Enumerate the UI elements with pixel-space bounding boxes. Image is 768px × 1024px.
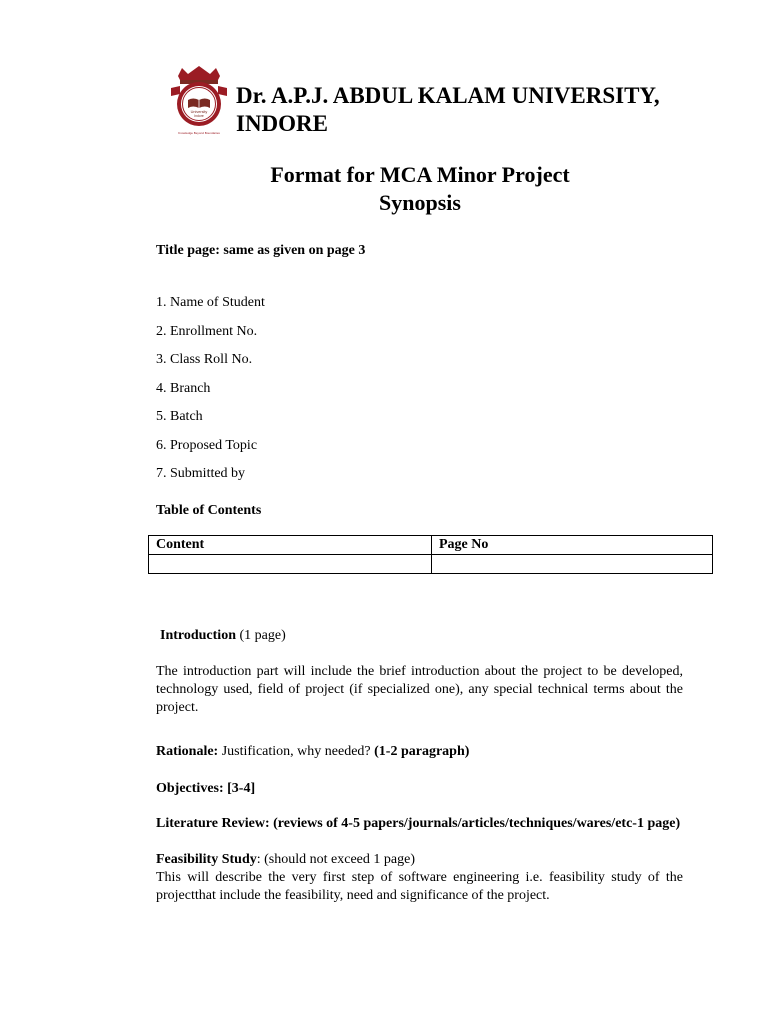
field-submitted-by: 7. Submitted by xyxy=(156,466,246,481)
document-title-line2: Synopsis xyxy=(379,190,461,215)
introduction-body: The introduction part will include the brief introduction about the project to be developed, technology used, field of project (if specialized one), any special technical terms about the project. xyxy=(156,664,683,715)
field-batch: 5. Batch xyxy=(156,409,203,424)
rationale-label: Rationale: xyxy=(156,744,219,759)
svg-text:Knowledge Beyond Boundaries: Knowledge Beyond Boundaries xyxy=(178,131,220,135)
toc-col-content: Content xyxy=(149,536,432,555)
feasibility-body: This will describe the very first step of software engineering i.e. feasibility study of the projectthat include the feasibility, need and significance of the project. xyxy=(156,870,683,903)
field-branch: 4. Branch xyxy=(156,380,211,396)
university-crest-icon xyxy=(168,64,230,140)
toc-heading: Table of Contents xyxy=(156,503,262,518)
toc-cell xyxy=(432,555,713,574)
rationale-note: (1-2 paragraph) xyxy=(374,744,470,759)
university-name xyxy=(236,82,660,138)
field-enrollment-no: 2. Enrollment No. xyxy=(156,323,258,339)
student-fields-list xyxy=(156,294,265,494)
field-class-roll-no: 3. Class Roll No. xyxy=(156,352,253,367)
rationale-text: Justification, why needed? xyxy=(218,744,375,759)
document-title xyxy=(0,161,768,217)
feasibility-note: : (should not exceed 1 page) xyxy=(256,852,415,867)
introduction-heading xyxy=(160,627,286,645)
feasibility-label: Feasibility Study xyxy=(156,852,257,867)
toc-empty-row xyxy=(149,555,713,574)
rationale-line xyxy=(156,743,469,761)
university-name-line2: INDORE xyxy=(236,111,329,136)
university-name-line1: Dr. A.P.J. ABDUL KALAM UNIVERSITY, xyxy=(236,83,660,108)
toc-col-page-no: Page No xyxy=(432,536,713,555)
introduction-note: (1 page) xyxy=(235,628,286,643)
document-title-line1: Format for MCA Minor Project xyxy=(270,162,570,187)
objectives-heading: Objectives: [3-4] xyxy=(156,781,256,796)
introduction-label: Introduction xyxy=(160,628,236,643)
toc-cell xyxy=(149,555,432,574)
title-page-note: Title page: same as given on page 3 xyxy=(156,243,366,258)
svg-text:Indore: Indore xyxy=(194,114,204,118)
field-name-of-student: 1. Name of Student xyxy=(156,295,265,310)
toc-table xyxy=(148,535,713,574)
toc-header-row xyxy=(149,536,713,555)
literature-review-heading: Literature Review: (reviews of 4-5 papers/journals/articles/techniques/wares/etc-1 page) xyxy=(156,816,681,831)
field-proposed-topic: 6. Proposed Topic xyxy=(156,437,258,453)
feasibility-heading xyxy=(156,851,415,869)
svg-text:University: University xyxy=(190,110,208,114)
